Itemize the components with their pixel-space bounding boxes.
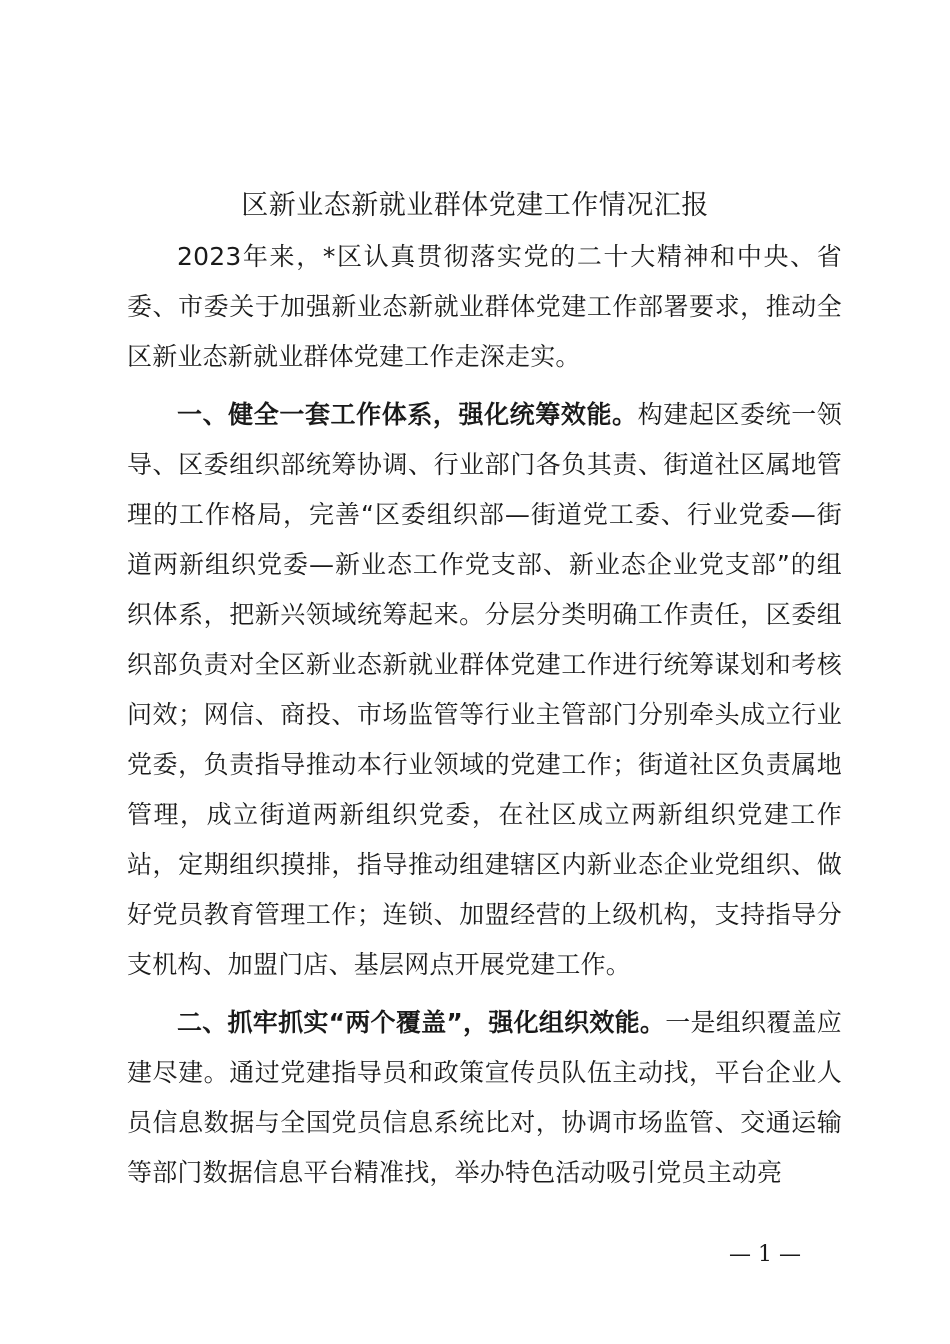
page-number: — 1 —: [729, 1242, 801, 1267]
section-1-paragraph: [127, 390, 842, 990]
section-2-heading: 二、抓牢抓实“两个覆盖”，强化组织效能。: [177, 1008, 666, 1037]
document-body: [127, 232, 842, 1198]
section-2-body: 一是组织覆盖应建尽建。通过党建指导员和政策宣传员队伍主动找，平台企业人员信息数据与全国党员信息系统比对，协调市场监管、交通运输等部门数据信息平台精准找，举办特色活动吸引党员主动亮: [127, 1008, 842, 1187]
section-1-heading: 一、健全一套工作体系，强化统筹效能。: [177, 400, 638, 429]
document-title: 区新业态新就业群体党建工作情况汇报: [241, 190, 709, 221]
intro-paragraph: 2023年来，*区认真贯彻落实党的二十大精神和中央、省委、市委关于加强新业态新就业群体党建工作部署要求，推动全区新业态新就业群体党建工作走深走实。: [127, 242, 842, 371]
section-2-paragraph: [127, 998, 842, 1198]
section-1-body: 构建起区委统一领导、区委组织部统筹协调、行业部门各负其责、街道社区属地管理的工作格局，完善“区委组织部—街道党工委、行业党委—街道两新组织党委—新业态工作党支部、新业态企业党支部”的组织体系，把新兴领域统筹起来。分层分类明确工作责任，区委组织部负责对全区新业态新就业群体党建工作进行统筹谋划和考核问效；网信、商投、市场监管等行业主管部门分别牵头成立行业党委，负责指导推动本行业领域的党建工作；街道社区负责属地管理，成立街道两新组织党委，在社区成立两新组织党建工作站，定期组织摸排，指导推动组建辖区内新业态企业党组织、做好党员教育管理工作；连锁、加盟经营的上级机构，支持指导分支机构、加盟门店、基层网点开展党建工作。: [127, 400, 842, 979]
